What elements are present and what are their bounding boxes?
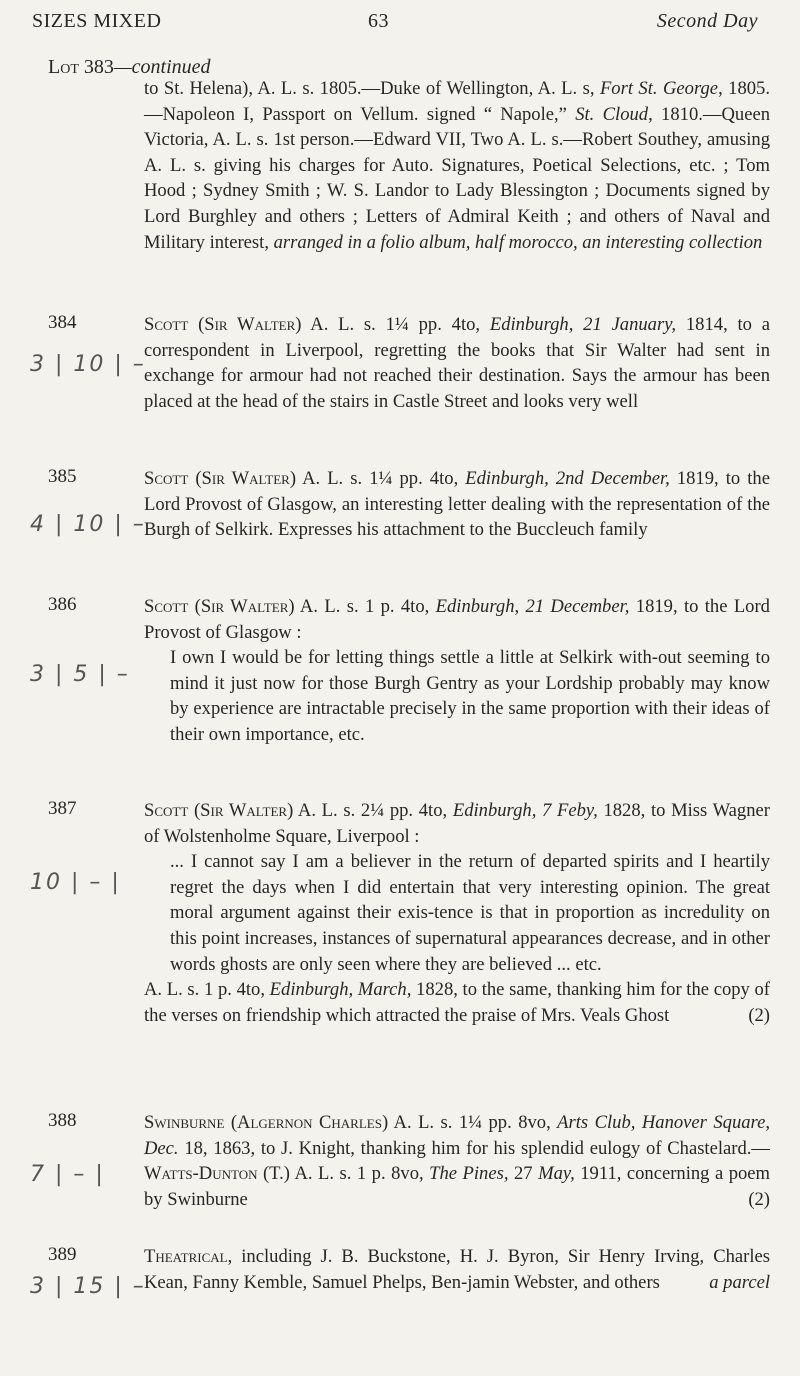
lot-388-text-a: A. L. s. 1¼ pp. 8vo, <box>388 1112 558 1133</box>
lot-388-text-d: 27 <box>508 1163 539 1185</box>
continued-suffix: —continued <box>113 56 211 78</box>
lot-384-text-b: 1814, to a correspondent in Liverpool, regretting the books that Sir Walter had sent in exchange for armour had not reached their destination. Says the armour has been placed at the head of the stairs in Castle Street and looks very well <box>144 314 771 412</box>
lot-387-description <box>144 798 770 1028</box>
lot-383-text-c: , 1810.—Queen Victoria, A. L. s. 1st person.—Edward VII, Two A. L. s.—Robert Southey, amusing A. L. s. giving his charges for Auto. Signatures, Poetical Selections, etc. ; Tom Hood ; Sydney Smith ; W. S. Landor to Lady Blessington ; Documents signed by Lord Burghley and others ; Letters of Admiral Keith ; and others of Naval and Military interest, <box>144 103 771 253</box>
header-day: Second Day <box>656 10 758 32</box>
lot-386-description <box>144 594 770 748</box>
lot-383-description <box>144 76 770 255</box>
lot-386-price-annotation: 3 | 5 | – <box>30 662 130 687</box>
lot-387-italic-c: Edinburgh, March, <box>269 979 412 1001</box>
lot-383-italic-a: Fort St. George <box>599 78 719 99</box>
lot-388-author-2: Watts-Dunton <box>144 1163 258 1185</box>
lot-388-author: Swinburne (Algernon Charles) <box>144 1112 389 1133</box>
lot-387-quantity: (2) <box>748 1004 770 1026</box>
lot-387-second-letter <box>144 977 770 1028</box>
lot-389-price-annotation: 3 | 15 | – <box>30 1274 146 1299</box>
lot-384 <box>30 312 771 414</box>
lot-387-italic-a: Edinburgh, 7 Feby, <box>452 800 598 821</box>
lot-387-number: 387 <box>48 798 77 819</box>
lot-386-text-b: 1819, to the Lord Provost of Glasgow : <box>144 596 770 643</box>
lot-388-italic-a: Arts Club, Hanover Square, Dec. <box>144 1112 770 1159</box>
lot-383 <box>48 76 770 255</box>
lot-387 <box>30 798 770 1028</box>
lot-385-number: 385 <box>48 466 77 487</box>
lot-388-text-b: 18, 1863, to J. Knight, thanking him for his splendid eulogy of Chastelard.— <box>178 1137 770 1159</box>
lot-387-quote: ... I cannot say I am a believer in the return of departed spirits and I heartily regret the days when I did entertain that very interesting opinion. The great moral argument against their exis-tence is that in proportion as incredulity on this point increases, instances of supernatural appearances decrease, and in other words ghosts are only seen where they are believed ... etc. <box>170 851 770 975</box>
lot-387-author: Scott (Sir Walter) <box>144 800 294 821</box>
lot-383-italic-c: arranged in a folio album, half morocco, an interesting collection <box>273 231 763 253</box>
lot-385-text-b: 1819, to the Lord Provost of Glasgow, an interesting letter dealing with the representation of the Burgh of Selkirk. Expresses his attachment to the Buccleuch family <box>144 468 770 541</box>
lot-386-author: Scott (Sir Walter) <box>144 596 295 617</box>
lot-384-author: Scott (Sir Walter) <box>144 314 302 335</box>
lot-387-text-c: A. L. s. 1 p. 4to, <box>144 979 270 1001</box>
continued-lot-label: Lot 383 <box>48 56 114 78</box>
lot-385-italic-a: Edinburgh, 2nd December, <box>465 468 670 489</box>
lot-389-number: 389 <box>48 1244 77 1265</box>
lot-384-description <box>144 312 770 414</box>
lot-389-author: Theatrical, <box>144 1246 233 1267</box>
lot-388-italic-d: May, <box>538 1163 575 1185</box>
lot-386-italic-a: Edinburgh, 21 December, <box>435 596 630 617</box>
lot-386-number: 386 <box>48 594 77 615</box>
lot-389-italic-a: a parcel <box>709 1271 770 1293</box>
lot-383-italic-b: St. Cloud <box>575 103 649 125</box>
lot-387-text-b: 1828, to Miss Wagner of Wolstenholme Square, Liverpool : <box>144 800 770 847</box>
lot-386-quote: I own I would be for letting things settle a little at Selkirk with-out seeming to mind it just now for those Burgh Gentry as your Lordship probably may know by experience are intractable precisely in the same proportion with their ideas of their own importance, etc. <box>170 647 770 745</box>
lot-384-number: 384 <box>48 312 77 333</box>
lot-388-price-annotation: 7 | – | <box>30 1162 105 1187</box>
lot-388-quantity: (2) <box>748 1188 770 1210</box>
lot-387-text-a: A. L. s. 2¼ pp. 4to, <box>293 800 453 821</box>
lot-388-text-c: (T.) A. L. s. 1 p. 8vo, <box>257 1163 430 1185</box>
lot-386 <box>30 594 770 748</box>
lot-389-description <box>144 1244 770 1295</box>
lot-388-italic-c: The Pines, <box>429 1163 509 1185</box>
lot-385-description <box>144 466 770 543</box>
lot-386-text-a: A. L. s. 1 p. 4to, <box>294 596 436 617</box>
lot-388-text-e: 1911, concerning a poem by Swinburne <box>144 1163 771 1210</box>
lot-388-description <box>144 1110 770 1212</box>
lot-383-text-a: to St. Helena), A. L. s. 1805.—Duke of Wellington, A. L. s, <box>144 78 600 99</box>
lot-385-author: Scott (Sir Walter) <box>144 468 297 489</box>
lot-385-price-annotation: 4 | 10 | – <box>30 512 146 537</box>
lot-389 <box>30 1244 770 1299</box>
lot-385-text-a: A. L. s. 1¼ pp. 4to, <box>296 468 466 489</box>
lot-388 <box>30 1110 771 1212</box>
lot-384-price-annotation: 3 | 10 | – <box>30 352 146 377</box>
lot-384-text-a: A. L. s. 1¼ pp. 4to, <box>301 314 490 335</box>
lot-384-italic-a: Edinburgh, 21 January, <box>489 314 677 335</box>
lot-387-text-d: 1828, to the same, thanking him for the copy of the verses on friendship which attracted the praise of Mrs. Veals Ghost <box>144 979 770 1026</box>
page-number: 63 <box>368 10 389 32</box>
lot-387-price-annotation: 10 | – | <box>30 870 121 895</box>
page-header <box>32 10 758 38</box>
lot-385 <box>30 466 770 543</box>
header-section-title: SIZES MIXED <box>32 10 162 32</box>
lot-383-text-b: , 1805.—Napoleon I, Passport on Vellum. signed “ Napole,” <box>144 78 770 125</box>
lot-388-number: 388 <box>48 1110 77 1131</box>
lot-389-text-a: including J. B. Buckstone, H. J. Byron, Sir Henry Irving, Charles Kean, Fanny Kemble, Samuel Phelps, Ben-jamin Webster, and others <box>144 1246 770 1293</box>
